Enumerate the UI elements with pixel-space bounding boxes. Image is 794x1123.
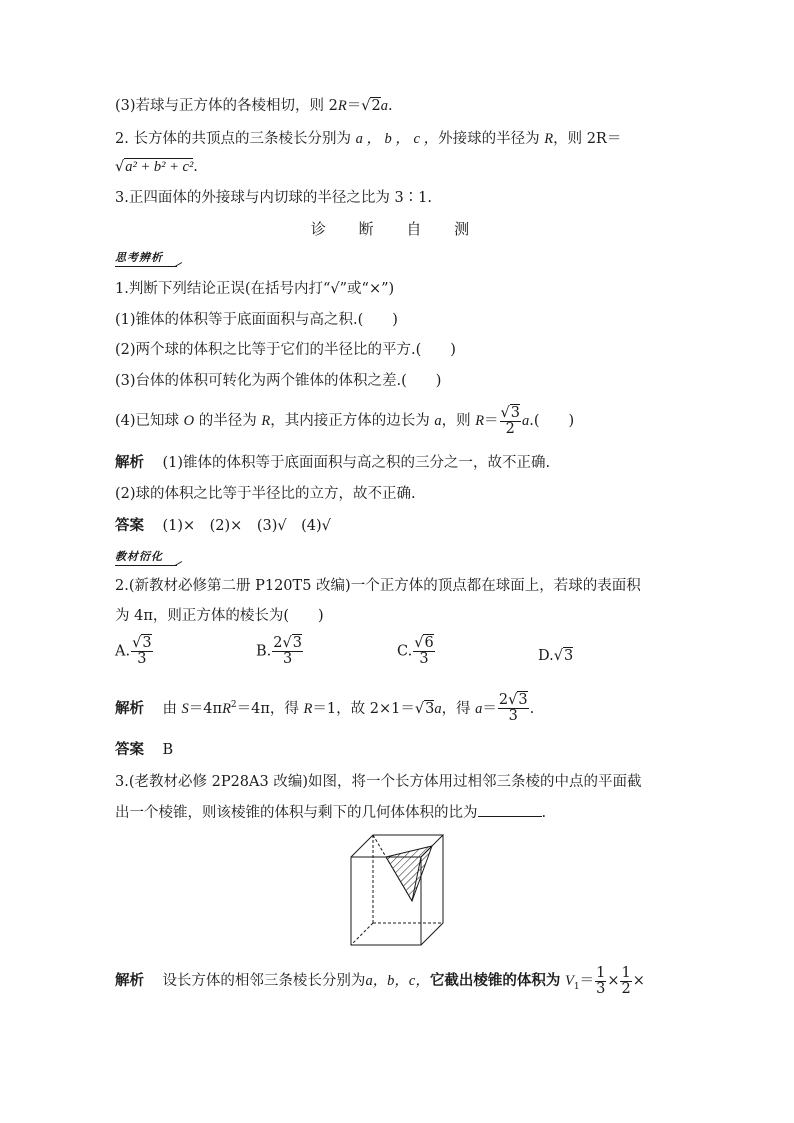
text: (3)若球与正方体的各棱相切，则 2 — [115, 98, 338, 114]
cut-section — [386, 846, 432, 901]
var-V: V — [564, 973, 574, 989]
q1-s3: (3)台体的体积可转化为两个锥体的体积之差.( ) — [115, 373, 442, 389]
var-R: R — [261, 413, 271, 429]
q3-jiexi — [115, 964, 645, 1004]
text: 它截出棱锥的体积为 — [429, 972, 561, 989]
q3-stem-1: 3.(老教材必修 2P28A3 改编)如图，将一个长方体用过相邻三条棱的中点的平面截 — [115, 774, 642, 790]
frac-den: 2 — [505, 420, 515, 437]
superscript: 2 — [230, 700, 237, 710]
text: 设长方体的相邻三条棱长分别为 — [162, 973, 366, 989]
option-label: C. — [397, 643, 413, 660]
text: (1)锥体的体积等于底面面积与高之积的三分之一，故不正确. — [162, 455, 551, 471]
option-c[interactable] — [397, 636, 436, 667]
vars: a，b，c， — [365, 973, 430, 989]
sqrt-sign: √ — [553, 648, 563, 664]
fraction: $\frac{2√3}{3}$ — [273, 635, 302, 667]
var-a: a — [434, 700, 442, 717]
text: × — [632, 973, 645, 989]
text: ＝ — [482, 700, 497, 717]
var-R: R — [303, 700, 313, 717]
frac-den: 3 — [596, 980, 606, 997]
sqrt-sign: √ — [361, 98, 371, 114]
summary-item-3 — [115, 96, 393, 116]
option-label: A. — [115, 643, 131, 660]
var-R: R — [222, 700, 231, 717]
var-a: a — [380, 98, 388, 114]
option-a[interactable] — [115, 636, 154, 667]
frac-num: 3 — [142, 635, 152, 651]
fraction: $\frac{2√3}{3}$ — [498, 692, 528, 725]
frac-num: 1 — [596, 964, 606, 981]
frac-den: 2 — [621, 980, 631, 997]
frac-num: 3 — [518, 692, 528, 709]
text: 出一个棱锥，则该棱锥的体积与剩下的几何体体积的比为 — [115, 805, 478, 821]
frac-den: 3 — [508, 708, 518, 725]
jiexi-label: 解析 — [115, 699, 144, 717]
text: 外接球的半径为 — [438, 131, 540, 147]
var-a: a — [475, 700, 483, 717]
text: 的半径为 — [198, 413, 257, 429]
fraction: $\frac{√3}{3}$ — [132, 635, 152, 667]
text: (4)已知球 — [115, 413, 180, 429]
subscript: 1 — [573, 981, 580, 992]
var-R: R — [544, 131, 554, 147]
text: × — [607, 973, 620, 989]
vars: a ， b ， c ， — [355, 131, 439, 147]
jiexi-label: 解析 — [115, 454, 144, 471]
text: .( ) — [529, 413, 575, 429]
section-heading: 诊 断 自 测 — [310, 220, 484, 238]
text: ＝1，故 2×1＝ — [312, 700, 415, 717]
var-R: R — [475, 413, 485, 429]
q2-stem-2: 为 4π，则正方体的棱长为( ) — [115, 608, 324, 624]
fraction — [620, 966, 631, 997]
answer-text: B — [162, 742, 174, 758]
text: ，则 2R＝ — [553, 131, 622, 147]
var-O: O — [183, 413, 195, 429]
summary-item-2 — [115, 129, 621, 149]
q1-answer — [115, 516, 331, 536]
text: ＝4π — [188, 700, 223, 717]
q1-stem: 1.判断下列结论正误(在括号内打“√”或“×”) — [115, 281, 395, 297]
answer-label: 答案 — [115, 517, 144, 534]
frac-den: 3 — [283, 651, 293, 667]
text: ＝ — [579, 973, 595, 989]
answer-text: (1)× (2)× (3)√ (4)√ — [162, 518, 331, 534]
q1-s2: (2)两个球的体积之比等于它们的半径比的平方.( ) — [115, 342, 456, 358]
text: ，其内接正方体的边长为 — [270, 413, 430, 429]
sqrt-body: 2 — [371, 98, 381, 114]
text: . — [387, 98, 393, 114]
summary-item-2-formula — [115, 157, 198, 177]
sqrt-sign: √ — [414, 700, 425, 717]
q2-stem-1: 2.(新教材必修第二册 P120T5 改编)一个正方体的顶点都在球面上，若球的表面积 — [115, 578, 641, 594]
cuboid-figure — [346, 830, 446, 950]
fraction: $\frac{√3}{2}$ — [500, 404, 521, 437]
var-R: R — [337, 98, 347, 114]
summary-item-3b: 3.正四面体的外接球与内切球的半径之比为 3∶1. — [115, 190, 433, 206]
q3-stem-2 — [115, 802, 546, 823]
frac-den: 3 — [419, 651, 429, 667]
text: . — [193, 159, 198, 175]
frac-num: 3 — [510, 404, 521, 421]
text: . — [541, 805, 547, 821]
frac-num: 6 — [424, 635, 434, 651]
var-S: S — [181, 700, 189, 717]
text: ，得 — [441, 700, 471, 717]
text: ，则 — [441, 413, 471, 429]
jiexi-label: 解析 — [115, 972, 144, 989]
var-a: a — [522, 413, 530, 429]
q2-jiexi — [115, 688, 534, 726]
tag-textbook: 教材衍化 — [115, 550, 163, 563]
q1-jiexi-1 — [115, 453, 550, 473]
q2-answer — [115, 740, 173, 760]
q1-jiexi-2: (2)球的体积之比等于半径比的立方，故不正确. — [115, 486, 416, 502]
text: ＝ — [484, 413, 499, 429]
answer-blank[interactable] — [478, 802, 542, 817]
text: ＝ — [346, 98, 362, 114]
hidden-edge — [351, 923, 373, 945]
sqrt-sign: √ — [115, 159, 125, 175]
text: 2. 长方体的共顶点的三条棱长分别为 — [115, 131, 351, 147]
frac-num: 1 — [621, 964, 631, 981]
frac-num: 3 — [292, 635, 302, 651]
coef: 2 — [273, 635, 283, 651]
coef: 2 — [498, 692, 509, 709]
option-b[interactable] — [256, 636, 304, 667]
answer-label: 答案 — [115, 741, 144, 758]
option-label: B. — [256, 643, 272, 660]
var-a: a — [434, 413, 442, 429]
tag-think: 思考辨析 — [115, 251, 163, 264]
text: . — [529, 700, 535, 717]
text: 由 — [162, 700, 177, 717]
sqrt-body: 3 — [563, 648, 574, 664]
sqrt-body: 3 — [425, 700, 435, 717]
fraction — [595, 966, 606, 997]
q1-s1: (1)锥体的体积等于底面面积与高之积.( ) — [115, 312, 398, 328]
option-d[interactable] — [538, 648, 573, 664]
frac-den: 3 — [137, 651, 147, 667]
text: ＝4π，得 — [236, 700, 299, 717]
q1-s4 — [115, 404, 574, 438]
fraction: $\frac{√6}{3}$ — [414, 635, 434, 667]
option-label: D. — [538, 648, 554, 664]
sqrt-body: a² + b² + c² — [125, 159, 194, 175]
